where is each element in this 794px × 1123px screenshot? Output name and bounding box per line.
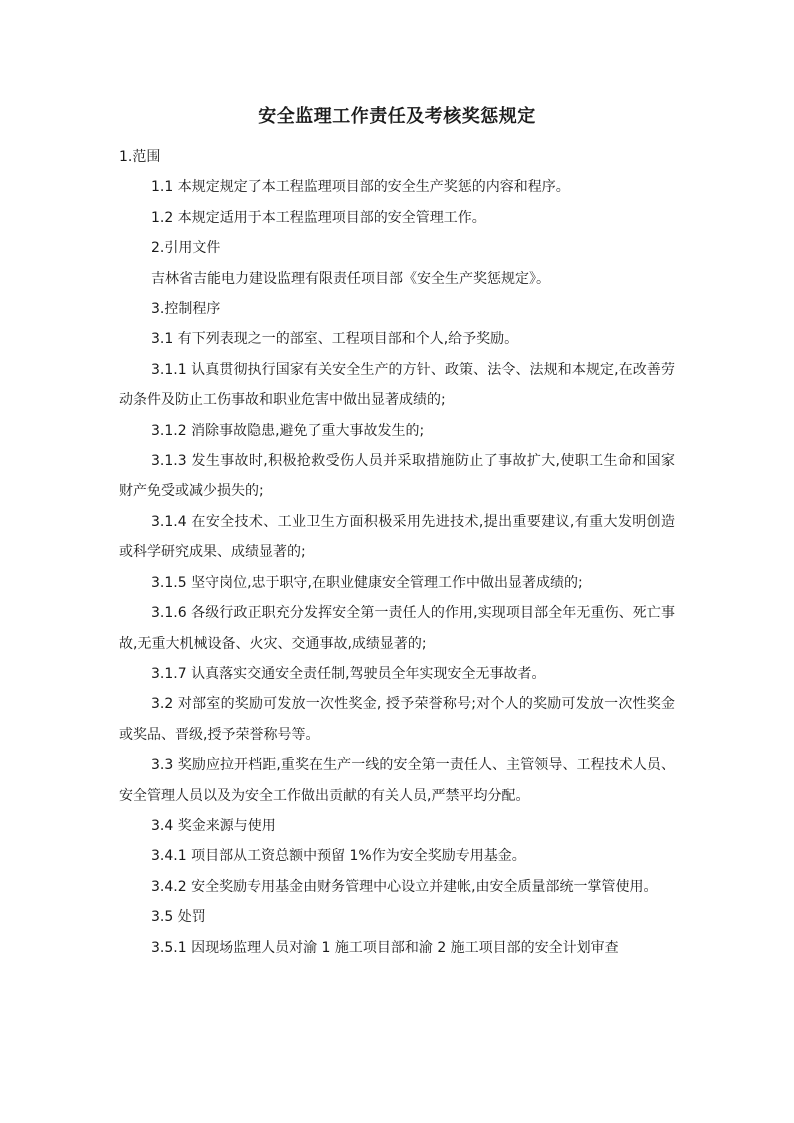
paragraph: 3.1.7 认真落实交通安全责任制,驾驶员全年实现安全无事故者。 <box>151 665 546 682</box>
paragraph: 吉林省吉能电力建设监理有限责任项目部《安全生产奖惩规定》。 <box>151 270 550 287</box>
paragraph: 1.2 本规定适用于本工程监理项目部的安全管理工作。 <box>151 209 486 226</box>
paragraph: 3.1.5 坚守岗位,忠于职守,在职业健康安全管理工作中做出显著成绩的; <box>151 574 583 591</box>
paragraph: 3.1.4 在安全技术、工业卫生方面积极采用先进技术,提出重要建议,有重大发明创造或科学研究成果、成绩显著的; <box>119 513 675 561</box>
paragraph: 3.2 对部室的奖励可发放一次性奖金, 授予荣誉称号;对个人的奖励可发放一次性奖金或奖品、晋级,授予荣誉称号等。 <box>119 696 675 743</box>
paragraph: 1.1 本规定规定了本工程监理项目部的安全生产奖惩的内容和程序。 <box>151 179 570 196</box>
paragraph: 3.1.1 认真贯彻执行国家有关安全生产的方针、政策、法令、法规和本规定,在改善劳动条件及防止工伤事故和职业危害中做出显著成绩的; <box>119 361 675 409</box>
paragraph: 3.1 有下列表现之一的部室、工程项目部和个人,给予奖励。 <box>151 331 519 348</box>
paragraph: 2.引用文件 <box>151 240 221 257</box>
paragraph: 3.1.2 消除事故隐患,避免了重大事故发生的; <box>151 422 425 439</box>
paragraph: 3.1.3 发生事故时,积极抢救受伤人员并采取措施防止了事故扩大,使职工生命和国家财产免受或减少损失的; <box>119 453 675 500</box>
paragraph: 3.1.6 各级行政正职充分发挥安全第一责任人的作用,实现项目部全年无重伤、死亡事故,无重大机械设备、火灾、交通事故,成绩显著的; <box>119 605 675 652</box>
paragraph: 3.4.1 项目部从工资总额中预留 1%作为安全奖励专用基金。 <box>151 848 526 865</box>
paragraph: 1.范围 <box>119 149 161 165</box>
document-body <box>119 142 675 963</box>
paragraph: 3.5.1 因现场监理人员对渝 1 施工项目部和渝 2 施工项目部的安全计划审查 <box>151 939 619 956</box>
paragraph: 3.3 奖励应拉开档距,重奖在生产一线的安全第一责任人、主管领导、工程技术人员、安全管理人员以及为安全工作做出贡献的有关人员,严禁平均分配。 <box>119 757 675 804</box>
paragraph: 3.5 处罚 <box>151 909 206 926</box>
document-title: 安全监理工作责任及考核奖惩规定 <box>258 106 536 127</box>
paragraph: 3.4 奖金来源与使用 <box>151 817 276 834</box>
paragraph: 3.4.2 安全奖励专用基金由财务管理中心设立并建帐,由安全质量部统一掌管使用。 <box>151 878 658 895</box>
paragraph: 3.控制程序 <box>151 301 221 318</box>
